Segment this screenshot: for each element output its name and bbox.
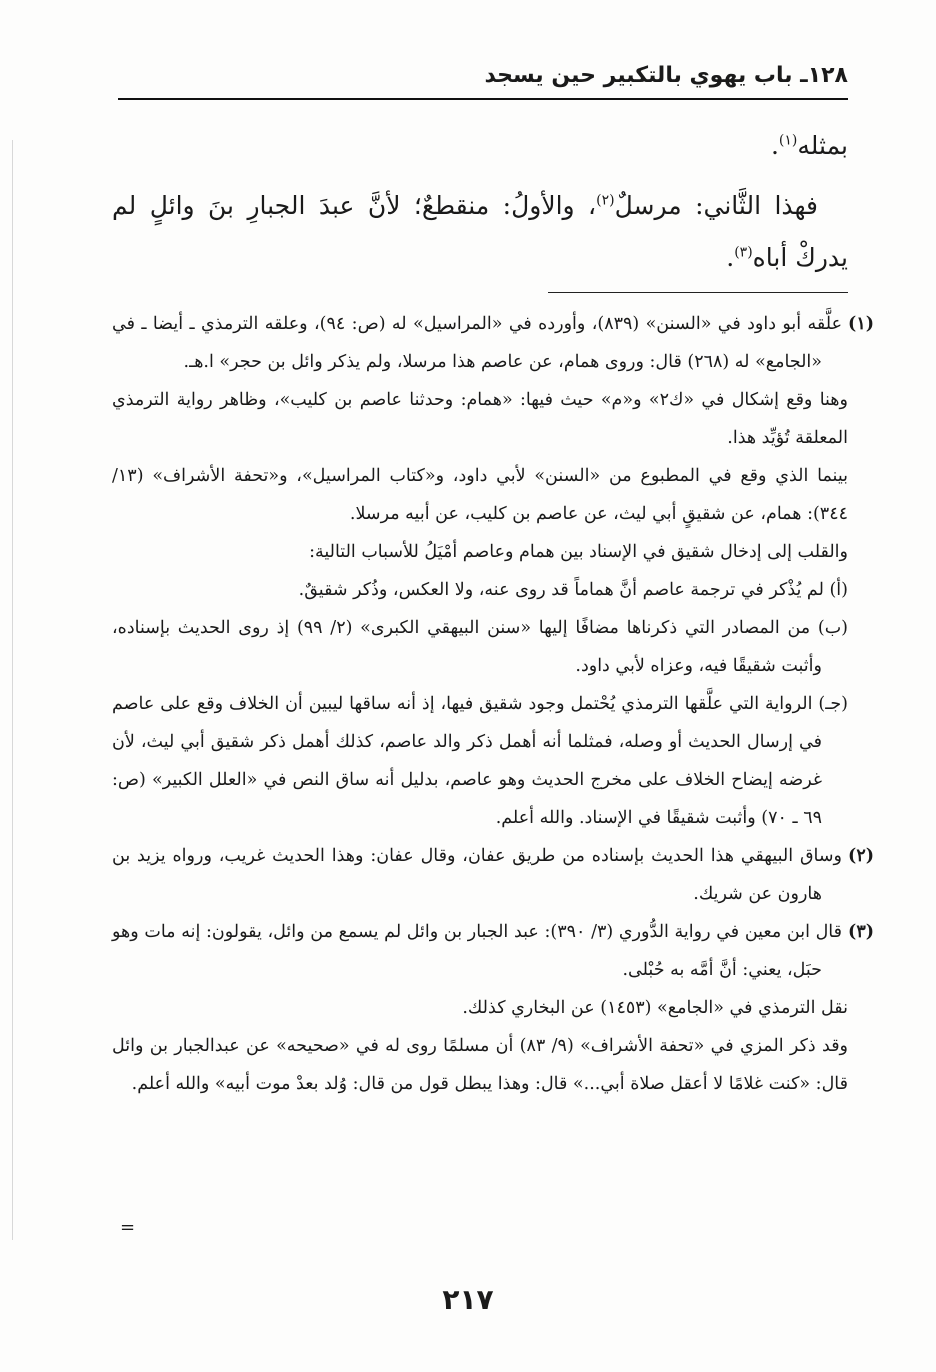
- header-divider: [118, 98, 848, 100]
- footnote-1-item-a: (أ) لم يُذْكر في ترجمة عاصم أنَّ هماماً قد روى عنه، ولا العكس، وذُكر شقيقٌ.: [298, 580, 848, 600]
- footnotes: [112, 305, 875, 1103]
- main-paragraph-2: [112, 180, 848, 284]
- page-edge-line: [12, 140, 13, 1240]
- main-text-span: فهذا الثَّاني: مرسلٌ: [614, 191, 818, 220]
- footnote-3-para-3: وقد ذكر المزي في «تحفة الأشراف» (٩/ ٨٣) أن مسلمًا روى له في «صحيحه» عن عبدالجبار بن وائل قال: «كنت غلامًا لا أعقل صلاة أبي...» قال: وهذا يبطل قول من قال: وُلد بعدْ موت أبيه» والله أعلم.: [112, 1036, 849, 1094]
- footnote-text: علَّقه أبو داود في «السنن» (٨٣٩)، وأورده في «المراسيل» له (ص: ٩٤)، وعلقه الترمذي ـ أيضا ـ في «الجامع» له (٢٦٨) قال: وروى همام، عن عاصم هذا مرسلا، ولم يذكر وائل بن حجر» ا.هـ.: [112, 314, 843, 372]
- footnote-ref-3: (٣): [734, 244, 753, 261]
- footnote-ref-2: (٢): [596, 192, 615, 209]
- footnote-2: (٢)وساق البيهقي هذا الحديث بإسناده من طريق عفان، وقال عفان: وهذا الحديث غريب، ورواه يزيد بن هارون عن شريك.: [112, 846, 874, 904]
- footnote-3: (٣)قال ابن معين في رواية الدُّوري (٣/ ٣٩٠): عبد الجبار بن وائل لم يسمع من وائل، يقولون: إنه مات وهو حبَل، يعني: أنَّ أمَّه به حُبْلى.: [112, 922, 875, 980]
- footnote-ref-1: (١): [778, 132, 798, 149]
- chapter-title: ١٢٨ـ باب يهوي بالتكبير حين يسجد: [484, 63, 848, 88]
- page-number: ٢١٧: [442, 1283, 494, 1316]
- continuation-mark: =: [120, 1217, 136, 1238]
- main-text-span: .: [726, 243, 735, 272]
- footnote-separator: [548, 292, 848, 293]
- main-text-span: .: [770, 131, 779, 160]
- main-text-span: ، والأولُ: منقطعٌ؛ لأنَّ عبدَ الجبارِ بنَ وائلٍ لم يدركْ أباه: [112, 191, 848, 272]
- footnote-1-para-4: والقلب إلى إدخال شقيق في الإسناد بين همام وعاصم أمْيَلُ للأسباب التالية:: [309, 542, 848, 562]
- footnote-3-para-2: نقل الترمذي في «الجامع» (١٤٥٣) عن البخاري كذلك.: [462, 998, 848, 1018]
- running-header: [118, 58, 848, 98]
- footnote-1-item-c: (جـ) الرواية التي علَّقها الترمذي يُحْتمل وجود شقيق فيها، إذ أنه ساقها ليبين أن الخلاف وقع على عاصم في إرسال الحديث أو وصله، فمثلما أنه أهمل ذكر والد عاصم، كذلك أهمل ذكر شقيق أبي ليث، لأن غرضه إيضاح الخلاف على مخرج الحديث وهو عاصم، بدليل أنه ساق النص في «العلل الكبير» (ص: ٦٩ ـ ٧٠) وأثبت شقيقًا في الإسناد. والله أعلم.: [112, 694, 848, 828]
- main-text: [112, 120, 848, 284]
- main-text-span: بمثله: [797, 131, 848, 160]
- footnote-1-item-b: (ب) من المصادر التي ذكرناها مضافًا إليها «سنن البيهقي الكبرى» (٢/ ٩٩) إذ روى الحديث بإسناده، وأثبت شقيقًا فيه، وعزاه لأبي داود.: [112, 618, 848, 676]
- footnote-1-para-3: بينما الذي وقع في المطبوع من «السنن» لأبي داود، و«كتاب المراسيل»، و«تحفة الأشراف» (١٣/ ٣٤٤): همام، عن شقيقٍ أبي ليث، عن عاصم بن كليب، عن أبيه مرسلا.: [112, 466, 848, 524]
- footnote-1: (١)علَّقه أبو داود في «السنن» (٨٣٩)، وأورده في «المراسيل» له (ص: ٩٤)، وعلقه الترمذي ـ أيضا ـ في «الجامع» له (٢٦٨) قال: وروى همام، عن عاصم هذا مرسلا، ولم يذكر وائل بن حجر» ا.هـ.: [112, 314, 875, 372]
- main-paragraph-1: [112, 120, 848, 172]
- footnote-text: وساق البيهقي هذا الحديث بإسناده من طريق عفان، وقال عفان: وهذا الحديث غريب، ورواه يزيد بن هارون عن شريك.: [112, 846, 842, 904]
- footnote-text: قال ابن معين في رواية الدُّوري (٣/ ٣٩٠): عبد الجبار بن وائل لم يسمع من وائل، يقولون: إنه مات وهو حبَل، يعني: أنَّ أمَّه به حُبْلى.: [112, 922, 843, 980]
- footnote-1-para-2: وهنا وقع إشكال في «ك۲» و«م» حيث فيها: «همام: وحدثنا عاصم بن كليب»، وظاهر رواية الترمذي المعلقة تُؤيِّد هذا.: [112, 390, 848, 448]
